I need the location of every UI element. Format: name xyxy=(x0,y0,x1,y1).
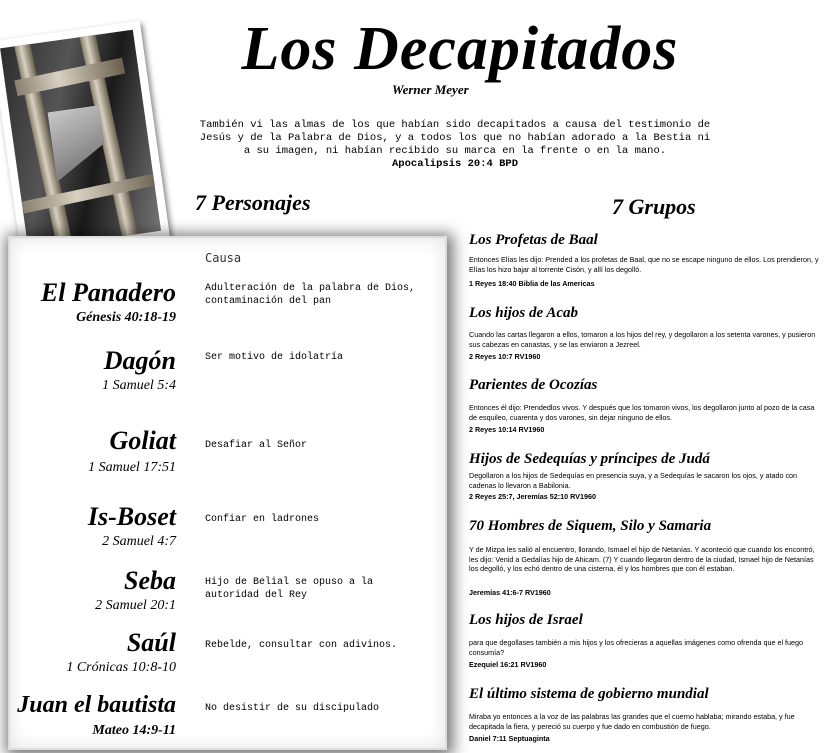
epigraph-text: También vi las almas de los que habían sido decapitados a causa del testimonio de Jesús y de la Palabra de Dios, y a todos los que no habían adorado a la Bestia ni a su imagen, ni habían recibido su marca en la frente o en la mano. xyxy=(199,119,711,158)
personaje-name: Is-Boset xyxy=(87,502,176,531)
grupo-text: Miraba yo entonces a la voz de las palabras las grandes que el cuerno hablaba; mirando estaba, y fue decapitada la fiera, y pereció su cuerpo y fue dado en combustión de fuego. xyxy=(469,712,795,731)
grupo-text: Cuando las cartas llegaron a ellos, tomaron a los hijos del rey, y degollaron a los setenta varones, y pusieron sus cabezas en canastas, y se las enviaron a Jezreel. xyxy=(469,330,816,349)
personaje-name: Dagón xyxy=(103,346,176,375)
personaje-reference: 2 Samuel 20:1 xyxy=(95,598,176,613)
grupo-reference: 2 Reyes 10:7 RV1960 xyxy=(469,352,541,361)
personaje-cause: Adulteración de la palabra de Dios, contaminación del pan xyxy=(205,283,416,307)
grupo-title: Los hijos de Acab xyxy=(469,305,579,321)
personaje-reference: 1 Samuel 5:4 xyxy=(102,378,176,393)
grupo-title: Hijos de Sedequías y príncipes de Judá xyxy=(469,451,710,467)
personaje-cause: Hijo de Belial se opuso a la autoridad del Rey xyxy=(205,577,374,601)
guillotine-photo xyxy=(0,21,171,265)
grupo-reference: 2 Reyes 25:7, Jeremías 52:10 RV1960 xyxy=(469,492,596,501)
personaje-reference: 1 Crónicas 10:8-10 xyxy=(66,660,176,675)
grupo-text: Y de Mizpa les salió al encuentro, llorando, Ismael el hijo de Netanías. Y aconteció que cuando los encontró, les dijo: Venid a Gedalías hijo de Ahicam. (7) Y cuando llegaron dentro de la ciudad, Ismael hijo de Netanías los degolló, y los echó dentro de una cisterna, él y los hombres que con él estaban. xyxy=(469,545,815,574)
grupo-reference: Ezequiel 16:21 RV1960 xyxy=(469,660,547,669)
guillotine-image xyxy=(0,30,161,250)
causa-column-header: Causa xyxy=(205,251,242,265)
epigraph xyxy=(195,119,715,172)
personaje-cause: Rebelde, consultar con adivinos. xyxy=(205,640,398,651)
author-name: Werner Meyer xyxy=(392,82,469,97)
grupo-title: Los hijos de Israel xyxy=(469,612,583,628)
personaje-name: Saúl xyxy=(126,628,176,657)
personaje-cause: No desistir de su discipulado xyxy=(205,703,380,714)
grupo-text: Degollaron a los hijos de Sedequías en presencia suya, y a Sedequías le sacaron los ojos, y atado con cadenas lo llevaron a Babilonia. xyxy=(469,471,798,490)
epigraph-reference: Apocalipsis 20:4 BPD xyxy=(391,158,519,171)
grupo-title: Los Profetas de Baal xyxy=(469,232,598,248)
grupo-text: Entonces Elías les dijo: Prended a los profetas de Baal, que no se escape ninguno de ellos. Los prendieron, y Elías los hizo bajar al torrente Cisón, y allí los degolló. xyxy=(469,255,819,274)
right-section-heading: 7 Grupos xyxy=(612,194,696,219)
personaje-cause: Ser motivo de idolatría xyxy=(205,352,344,363)
grupo-reference: 2 Reyes 10:14 RV1960 xyxy=(469,425,545,434)
grupo-reference: Jeremías 41:6-7 RV1960 xyxy=(469,588,551,597)
page-title: Los Decapitados xyxy=(241,15,679,83)
personaje-name: Goliat xyxy=(109,426,176,455)
grupo-text: para que degollases también a mis hijos y los ofrecieras a aquellas imágenes como ofrenda que el fuego consumía? xyxy=(469,638,804,657)
personaje-reference: Génesis 40:18-19 xyxy=(76,310,176,325)
personaje-cause: Confiar en ladrones xyxy=(205,514,320,525)
personaje-reference: 2 Samuel 4:7 xyxy=(102,534,176,549)
personaje-reference: Mateo 14:9-11 xyxy=(92,723,176,738)
personaje-cause: Desafiar al Señor xyxy=(205,440,308,451)
personaje-name: Juan el bautista xyxy=(17,692,176,718)
personaje-name: El Panadero xyxy=(40,278,176,307)
grupo-title: 70 Hombres de Siquem, Silo y Samaria xyxy=(469,518,712,534)
left-section-heading: 7 Personajes xyxy=(195,190,311,215)
grupo-reference: Daniel 7:11 Septuaginta xyxy=(469,734,550,743)
personaje-name: Seba xyxy=(124,566,176,595)
grupo-title: Parientes de Ocozías xyxy=(469,377,598,393)
grupo-text: Entonces él dijo: Prendedlos vivos. Y después que los tomaron vivos, los degollaron junto al pozo de la casa de esquileo, cuarenta y dos varones, sin dejar ninguno de ellos. xyxy=(469,403,815,422)
grupo-title: El último sistema de gobierno mundial xyxy=(469,686,709,702)
personaje-reference: 1 Samuel 17:51 xyxy=(88,460,176,475)
grupo-reference: 1 Reyes 18:40 Biblia de las Americas xyxy=(469,279,595,288)
